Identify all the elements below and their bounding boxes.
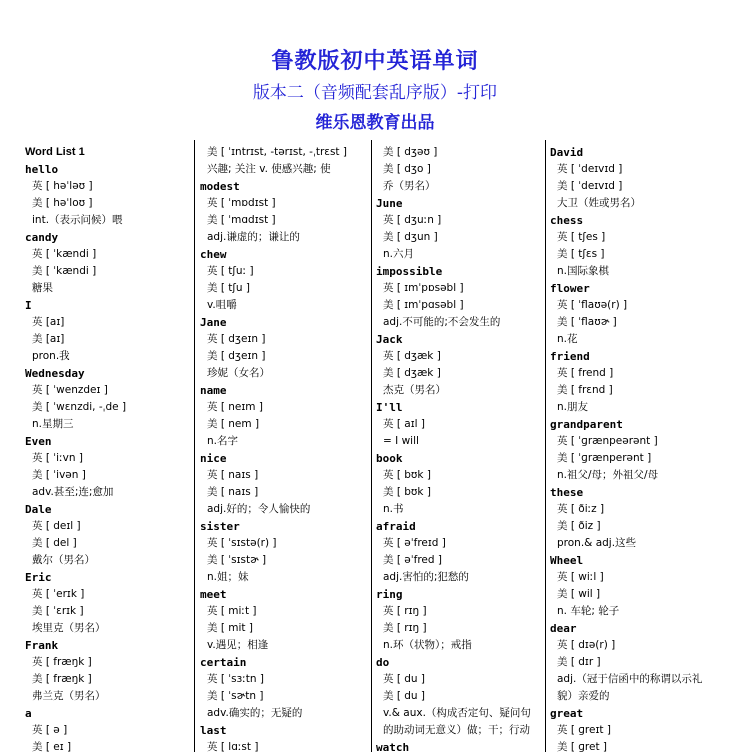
- word-detail-line: 美 [ ˈmɑdɪst ]: [207, 214, 276, 226]
- word-detail-line: v.咀嚼: [207, 299, 237, 311]
- word-detail-line: adv.甚至;连;愈加: [32, 486, 114, 498]
- word-detail-line: n.国际象棋: [557, 265, 609, 277]
- word-detail-line: 貌）亲爱的: [557, 690, 610, 702]
- vocab-word: chew: [200, 248, 227, 261]
- vocab-word: grandparent: [550, 418, 623, 431]
- word-detail-line: adj.害怕的;犯愁的: [383, 571, 469, 583]
- word-detail-line: n.祖父/母；外祖父/母: [557, 469, 659, 481]
- vocab-word: chess: [550, 214, 584, 227]
- vocab-word: Frank: [25, 639, 59, 652]
- vocab-word: meet: [200, 588, 227, 601]
- word-detail-line: 英 [ du ]: [383, 673, 426, 685]
- word-detail-line: adv.确实的；无疑的: [207, 707, 303, 719]
- word-detail-line: 美 [ ˈɡrænperənt ]: [557, 452, 652, 464]
- word-detail-line: adj.好的；令人愉快的: [207, 503, 311, 515]
- word-detail-line: 美 [ du ]: [383, 690, 426, 702]
- word-detail-line: 英 [ ðiːz ]: [557, 503, 605, 515]
- word-detail-line: 美 [ dʒəʊ ]: [383, 146, 438, 158]
- word-detail-line: pron.我: [32, 350, 70, 362]
- word-detail-line: 美 [ əˈfred ]: [383, 554, 442, 566]
- word-detail-line: 英 [ ˈmɒdɪst ]: [207, 197, 276, 209]
- word-detail-line: 英 [ wiːl ]: [557, 571, 604, 583]
- vocab-word: Jane: [200, 316, 227, 329]
- word-detail-line: 英 [ rɪŋ ]: [383, 605, 427, 617]
- word-detail-line: 美 [ fræŋk ]: [32, 673, 92, 685]
- word-detail-line: 英 [ dɪə(r) ]: [557, 639, 616, 651]
- word-detail-line: 英 [ ˈsɜːtn ]: [207, 673, 264, 685]
- vocab-word: Even: [25, 435, 52, 448]
- word-detail-line: n.朋友: [557, 401, 588, 413]
- word-detail-line: 弗兰克（男名）: [32, 690, 106, 702]
- word-detail-line: 美 [ nem ]: [207, 418, 260, 430]
- word-detail-line: 美 [ del ]: [32, 537, 77, 549]
- word-detail-line: v.& aux.（构成否定句、疑问句: [383, 707, 531, 719]
- word-detail-line: 英 [ miːt ]: [207, 605, 257, 617]
- vocab-word: great: [550, 707, 584, 720]
- word-detail-line: 英 [ ɡreɪt ]: [557, 724, 611, 736]
- word-detail-line: n.环（状物）；戒指: [383, 639, 472, 651]
- vocab-word: I: [25, 299, 32, 312]
- vocab-word: dear: [550, 622, 577, 635]
- word-detail-line: 英 [ tʃuː ]: [207, 265, 254, 277]
- word-detail-line: 英 [ ˈerɪk ]: [32, 588, 85, 600]
- word-detail-line: 美 [ ˈsɚtn ]: [207, 690, 264, 702]
- publisher-line: 维乐恩教育出品: [315, 113, 435, 133]
- word-detail-line: = I will: [383, 435, 419, 447]
- vocab-word: I'll: [376, 401, 403, 414]
- word-detail-line: v.遇见；相逢: [207, 639, 269, 651]
- word-detail-line: 美 [ naɪs ]: [207, 486, 259, 498]
- word-detail-line: 美 [ ˈflaʊɚ ]: [557, 316, 617, 328]
- vocab-word: sister: [200, 520, 240, 533]
- word-detail-line: 美 [ wil ]: [557, 588, 601, 600]
- word-list-heading: Word List 1: [25, 146, 85, 158]
- word-detail-line: 美 [ ðiz ]: [557, 520, 601, 532]
- word-detail-line: 美 [ eɪ ]: [32, 741, 72, 753]
- word-detail-line: 埃里克（男名）: [32, 622, 106, 634]
- vocab-word: last: [200, 724, 227, 737]
- word-detail-line: adj.谦虚的；谦让的: [207, 231, 300, 243]
- word-detail-line: n.六月: [383, 248, 414, 260]
- word-detail-line: 美 [ frɛnd ]: [557, 384, 613, 396]
- word-detail-line: 的助动词无意义）做；干；行动: [383, 724, 530, 736]
- word-detail-line: 英 [ ˈflaʊə(r) ]: [557, 299, 628, 311]
- word-detail-line: adj.不可能的;不会发生的: [383, 316, 501, 328]
- word-detail-line: n.名字: [207, 435, 238, 447]
- word-detail-line: pron.& adj.这些: [557, 537, 637, 549]
- vocab-word: these: [550, 486, 584, 499]
- vocab-word: do: [376, 656, 390, 669]
- word-detail-line: n.书: [383, 503, 404, 515]
- word-column-1: [25, 144, 190, 756]
- vocab-word: flower: [550, 282, 590, 295]
- word-detail-line: 英 [ aɪl ]: [383, 418, 425, 430]
- word-detail-line: 美 [ ˈkændi ]: [32, 265, 97, 277]
- vocab-word: nice: [200, 452, 227, 465]
- word-detail-line: 美 [ ˈɛrɪk ]: [32, 605, 84, 617]
- word-detail-line: 英 [ dʒeɪn ]: [207, 333, 266, 345]
- word-detail-line: n.花: [557, 333, 578, 345]
- word-detail-line: 英 [ frend ]: [557, 367, 614, 379]
- vocab-word: impossible: [376, 265, 443, 278]
- word-detail-line: 英 [ dʒæk ]: [383, 350, 441, 362]
- word-detail-line: 美 [ həˈloʊ ]: [32, 197, 93, 209]
- word-detail-line: 大卫（姓或男名）: [557, 197, 641, 209]
- word-detail-line: n. 车轮; 轮子: [557, 605, 620, 617]
- vocab-word: ring: [376, 588, 403, 601]
- vocab-word: Jack: [376, 333, 403, 346]
- word-detail-line: 美 [aɪ]: [32, 333, 65, 345]
- vocab-word: hello: [25, 163, 59, 176]
- word-detail-line: 英 [ dʒuːn ]: [383, 214, 442, 226]
- word-detail-line: 糖果: [32, 282, 53, 294]
- word-detail-line: 英 [aɪ]: [32, 316, 65, 328]
- column-divider: [545, 140, 546, 752]
- word-detail-line: 英 [ lɑːst ]: [207, 741, 259, 753]
- word-detail-line: 英 [ ˈdeɪvɪd ]: [557, 163, 623, 175]
- column-divider: [371, 140, 372, 752]
- word-detail-line: 美 [ ˈsɪstɚ ]: [207, 554, 267, 566]
- vocab-word: Wheel: [550, 554, 584, 567]
- vocab-word: Wednesday: [25, 367, 85, 380]
- word-detail-line: 美 [ dʒun ]: [383, 231, 438, 243]
- vocab-word: a: [25, 707, 32, 720]
- vocab-word: watch: [376, 741, 410, 754]
- document-title: 鲁教版初中英语单词: [271, 49, 479, 74]
- word-detail-line: 美 [ tʃu ]: [207, 282, 251, 294]
- vocab-word: book: [376, 452, 403, 465]
- word-detail-line: 美 [ ˈɪntrɪst, -tərɪst, -ˌtrɛst ]: [207, 146, 347, 158]
- word-detail-line: 美 [ bʊk ]: [383, 486, 431, 498]
- vocab-word: certain: [200, 656, 247, 669]
- word-column-2: [200, 144, 370, 756]
- vocab-word: David: [550, 146, 584, 159]
- word-detail-line: int.（表示问候）喂: [32, 214, 123, 226]
- vocab-word: modest: [200, 180, 240, 193]
- word-detail-line: 英 [ ˈkændi ]: [32, 248, 97, 260]
- word-detail-line: 英 [ ˈwenzdeɪ ]: [32, 384, 108, 396]
- word-detail-line: 戴尔（男名）: [32, 554, 95, 566]
- word-detail-line: 美 [ ɡret ]: [557, 741, 608, 753]
- word-detail-line: adj.（冠于信函中的称谓以示礼: [557, 673, 703, 685]
- word-detail-line: 珍妮（女名）: [207, 367, 270, 379]
- word-detail-line: 英 [ ˈiːvn ]: [32, 452, 83, 464]
- vocab-word: June: [376, 197, 403, 210]
- word-detail-line: 美 [ ɪmˈpɑsəbl ]: [383, 299, 464, 311]
- vocab-word: friend: [550, 350, 590, 363]
- word-detail-line: 英 [ deɪl ]: [32, 520, 81, 532]
- word-column-3: [376, 144, 542, 756]
- vocab-word: name: [200, 384, 227, 397]
- vocab-word: Dale: [25, 503, 52, 516]
- word-detail-line: 美 [ dʒæk ]: [383, 367, 441, 379]
- word-detail-line: 美 [ ˈwɛnzdi, -ˌde ]: [32, 401, 127, 413]
- word-detail-line: 乔（男名）: [383, 180, 436, 192]
- word-detail-line: n.姐；妹: [207, 571, 249, 583]
- word-detail-line: 英 [ fræŋk ]: [32, 656, 92, 668]
- vocab-word: candy: [25, 231, 59, 244]
- word-detail-line: n.星期三: [32, 418, 74, 430]
- word-detail-line: 英 [ ˈɡrænpeərənt ]: [557, 435, 658, 447]
- word-detail-line: 英 [ əˈfreɪd ]: [383, 537, 446, 549]
- word-detail-line: 美 [ mit ]: [207, 622, 253, 634]
- word-detail-line: 英 [ bʊk ]: [383, 469, 431, 481]
- word-detail-line: 美 [ rɪŋ ]: [383, 622, 427, 634]
- word-detail-line: 美 [ dɪr ]: [557, 656, 601, 668]
- word-column-4: [550, 144, 720, 756]
- word-detail-line: 英 [ ə ]: [32, 724, 68, 736]
- word-detail-line: 英 [ ˈsɪstə(r) ]: [207, 537, 277, 549]
- word-detail-line: 英 [ naɪs ]: [207, 469, 259, 481]
- word-detail-line: 美 [ dʒeɪn ]: [207, 350, 266, 362]
- word-detail-line: 美 [ dʒo ]: [383, 163, 431, 175]
- word-detail-line: 美 [ ˈivən ]: [32, 469, 86, 481]
- word-detail-line: 兴趣; 关注 v. 使感兴趣; 使: [207, 163, 331, 175]
- word-detail-line: 杰克（男名）: [383, 384, 446, 396]
- word-detail-line: 美 [ ˈdeɪvɪd ]: [557, 180, 623, 192]
- document-subtitle: 版本二（音频配套乱序版）-打印: [252, 83, 498, 103]
- word-detail-line: 英 [ həˈləʊ ]: [32, 180, 93, 192]
- vocab-word: afraid: [376, 520, 416, 533]
- word-detail-line: 英 [ ɪmˈpɒsəbl ]: [383, 282, 464, 294]
- column-divider: [194, 140, 195, 752]
- word-detail-line: 英 [ neɪm ]: [207, 401, 263, 413]
- vocab-word: Eric: [25, 571, 52, 584]
- word-detail-line: 英 [ tʃes ]: [557, 231, 606, 243]
- word-detail-line: 美 [ tʃɛs ]: [557, 248, 605, 260]
